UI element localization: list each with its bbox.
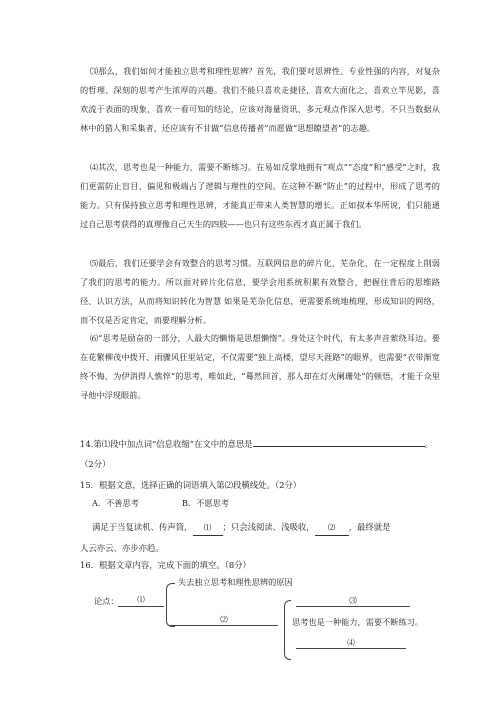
paragraph-4: ⑷其次，思考也是一种能力，需要不断练习。在易如反掌地拥有“观点”“态度”和“感受”之时，我们更需防止盲目、偏见和极端占了逻辑与理性的空间。在这种不断“防止”的过程中，形成了思考的能力。只有保持独立思考和理性思辨，才能真正带来人类智慧的增长。正如叔本华所说，们只能通过自己思考获得的真理像自己天生的四肢——也只有这些东西才真正属于我们。 [80, 162, 440, 229]
branch-blank-4-line[interactable] [296, 648, 406, 649]
branch-mid-text: 思考也是一种能力，需要不断练习。 [292, 617, 424, 627]
paragraph-5: ⑸最后，我们还要学会有效整合的思考习惯。互联网信息的碎片化、芜杂化，在一定程度上削弱了我们的思考的能力。所以面对碎片化信息，要学会用系统积累有效整合，把握住背后的思维路径、认识方法，从而将知识转化为智慧 如果是芜杂化信息，更需要系统地梳理，形成知识的网络，而不仅是否定肯定，而要理解分析。 [80, 258, 440, 325]
question-15-sentence-part2: ；只会浅阅读、浅吸收， [222, 522, 315, 532]
question-15-blank-1[interactable]: ⑴ [193, 521, 223, 536]
question-14-text: 14.第⑴段中加点词“信息收缩”在文中的意思是 [80, 439, 253, 449]
branch-blank-4-number: ⑷ [347, 638, 355, 647]
question-15-blank-2[interactable]: ⑵ [315, 521, 349, 536]
question-14-period: 。 [424, 439, 434, 449]
question-15-sentence-part3: ，最终就是 [348, 522, 391, 532]
branch-blank-3-line[interactable] [296, 606, 410, 607]
question-15-text: 15．根据文意，选择正确的词语填入第⑵段横线处。（2分） [80, 480, 302, 490]
branch-blank-2-number: ⑵ [220, 615, 228, 624]
paragraph-3: ⑶那么，我们如何才能独立思考和理性思辨？首先，我们要对思辨性、专业性强的内容，对复杂的哲理、深刻的思考产生浓厚的兴趣。我们不能只喜欢走捷径，喜欢大面化之，喜欢立竿见影，喜欢流于表面的现象，喜欢一看可知的结论，应该对海量资讯、多元观点作深入思考。不只当数据从林中的猎人和采集者，还应该有不甘做“信息传播者”而愿做“思想瞭望者”的志趣。 [80, 66, 440, 133]
branch-blank-3-number: ⑶ [349, 596, 357, 605]
thesis-blank-1-number: ⑴ [137, 595, 145, 604]
question-16-text: 16．根据文章内容，完成下面的填空。（8分） [80, 560, 251, 570]
paragraph-6: ⑹“思考是励奋的一部分，人最大的懒惰是思想懒惰”。身处这个时代，有太多声音萦绕耳边。要在花繁柳茂中拨开、雨骤风狂里站定，不仅需要“独上高楼，望尽天涯路”的眼界，也需要“衣带渐宽终不悔，为伊消得人憔悴”的思考，唯如此，“蓦然回首，那人却在灯火阑珊处”的顿悟，才能于众里寻他中浮现眼前。 [80, 333, 440, 400]
branch-blank-2-line[interactable] [170, 625, 278, 626]
question-15-sentence [92, 520, 391, 536]
question-14-score: （2分） [80, 459, 111, 469]
question-14 [80, 436, 433, 451]
thesis-label: 论点： [94, 596, 119, 606]
branch-top-text: 失去独立思考和理性思辨的原因 [178, 577, 293, 587]
thesis-blank-line[interactable] [118, 606, 164, 607]
question-14-answer-blank[interactable] [253, 436, 425, 447]
inner-brace [284, 600, 291, 660]
question-15-sentence-part1: 满足于当复读机、传声筒， [92, 522, 193, 532]
option-a[interactable]: A．不善思考 [92, 498, 139, 508]
question-15-sentence-line2: 人云亦云、亦步亦趋。 [80, 543, 164, 553]
option-b[interactable]: B．不愿思考 [182, 498, 229, 508]
